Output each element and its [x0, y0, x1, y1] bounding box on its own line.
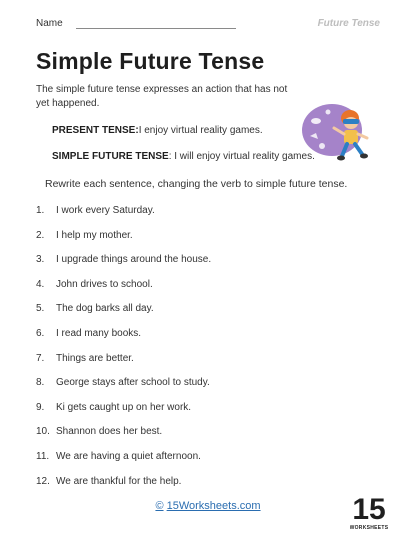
- site-link[interactable]: 15Worksheets.com: [166, 500, 261, 512]
- example-future-text: : I will enjoy virtual reality games.: [168, 151, 315, 162]
- item-number: 4.: [36, 278, 45, 290]
- copyright-mark: ©: [155, 500, 164, 512]
- name-label: Name: [36, 18, 63, 29]
- item-sentence: George stays after school to study.: [56, 377, 210, 389]
- topic-label: Future Tense: [317, 18, 380, 29]
- item-sentence: The dog barks all day.: [56, 303, 154, 315]
- item-number: 7.: [36, 352, 45, 364]
- page-title: Simple Future Tense: [36, 48, 265, 74]
- example-future-label: SIMPLE FUTURE TENSE: [52, 151, 169, 162]
- name-write-line[interactable]: [76, 28, 236, 29]
- 15worksheets-logo: [350, 488, 388, 532]
- vr-kid-illustration: [298, 96, 378, 168]
- item-sentence: Ki gets caught up on her work.: [56, 401, 192, 413]
- item-sentence: We are having a quiet afternoon.: [56, 450, 201, 462]
- item-number: 9.: [36, 401, 45, 413]
- item-number: 10.: [36, 426, 50, 438]
- intro-text: The simple future tense expresses an action that has not yet happened.: [36, 84, 288, 109]
- example-present: [52, 125, 263, 136]
- item-number: 3.: [36, 254, 45, 266]
- item-sentence: Shannon does her best.: [56, 426, 163, 438]
- item-sentence: I read many books.: [56, 327, 142, 339]
- item-number: 1.: [36, 205, 45, 216]
- item-number: 6.: [36, 327, 45, 339]
- logo-word: WORKSHEETS: [350, 525, 388, 531]
- item-sentence: We are thankful for the help.: [56, 475, 182, 487]
- item-number: 5.: [36, 303, 45, 315]
- worksheet-header: [36, 18, 380, 32]
- instruction-text: Rewrite each sentence, changing the verb to simple future tense.: [45, 178, 348, 190]
- item-sentence: I upgrade things around the house.: [56, 254, 212, 266]
- item-number: 2.: [36, 229, 45, 241]
- item-sentence: I work every Saturday.: [56, 205, 155, 216]
- item-number: 12.: [36, 475, 50, 487]
- logo-number: 15: [352, 493, 386, 526]
- example-present-text: I enjoy virtual reality games.: [138, 125, 263, 136]
- example-present-label: PRESENT TENSE:: [52, 125, 139, 136]
- item-sentence: John drives to school.: [56, 278, 153, 290]
- item-sentence: Things are better.: [56, 352, 134, 364]
- example-future: [52, 151, 315, 162]
- item-number: 11.: [36, 450, 50, 462]
- item-sentence: I help my mother.: [56, 229, 133, 241]
- item-number: 8.: [36, 377, 45, 389]
